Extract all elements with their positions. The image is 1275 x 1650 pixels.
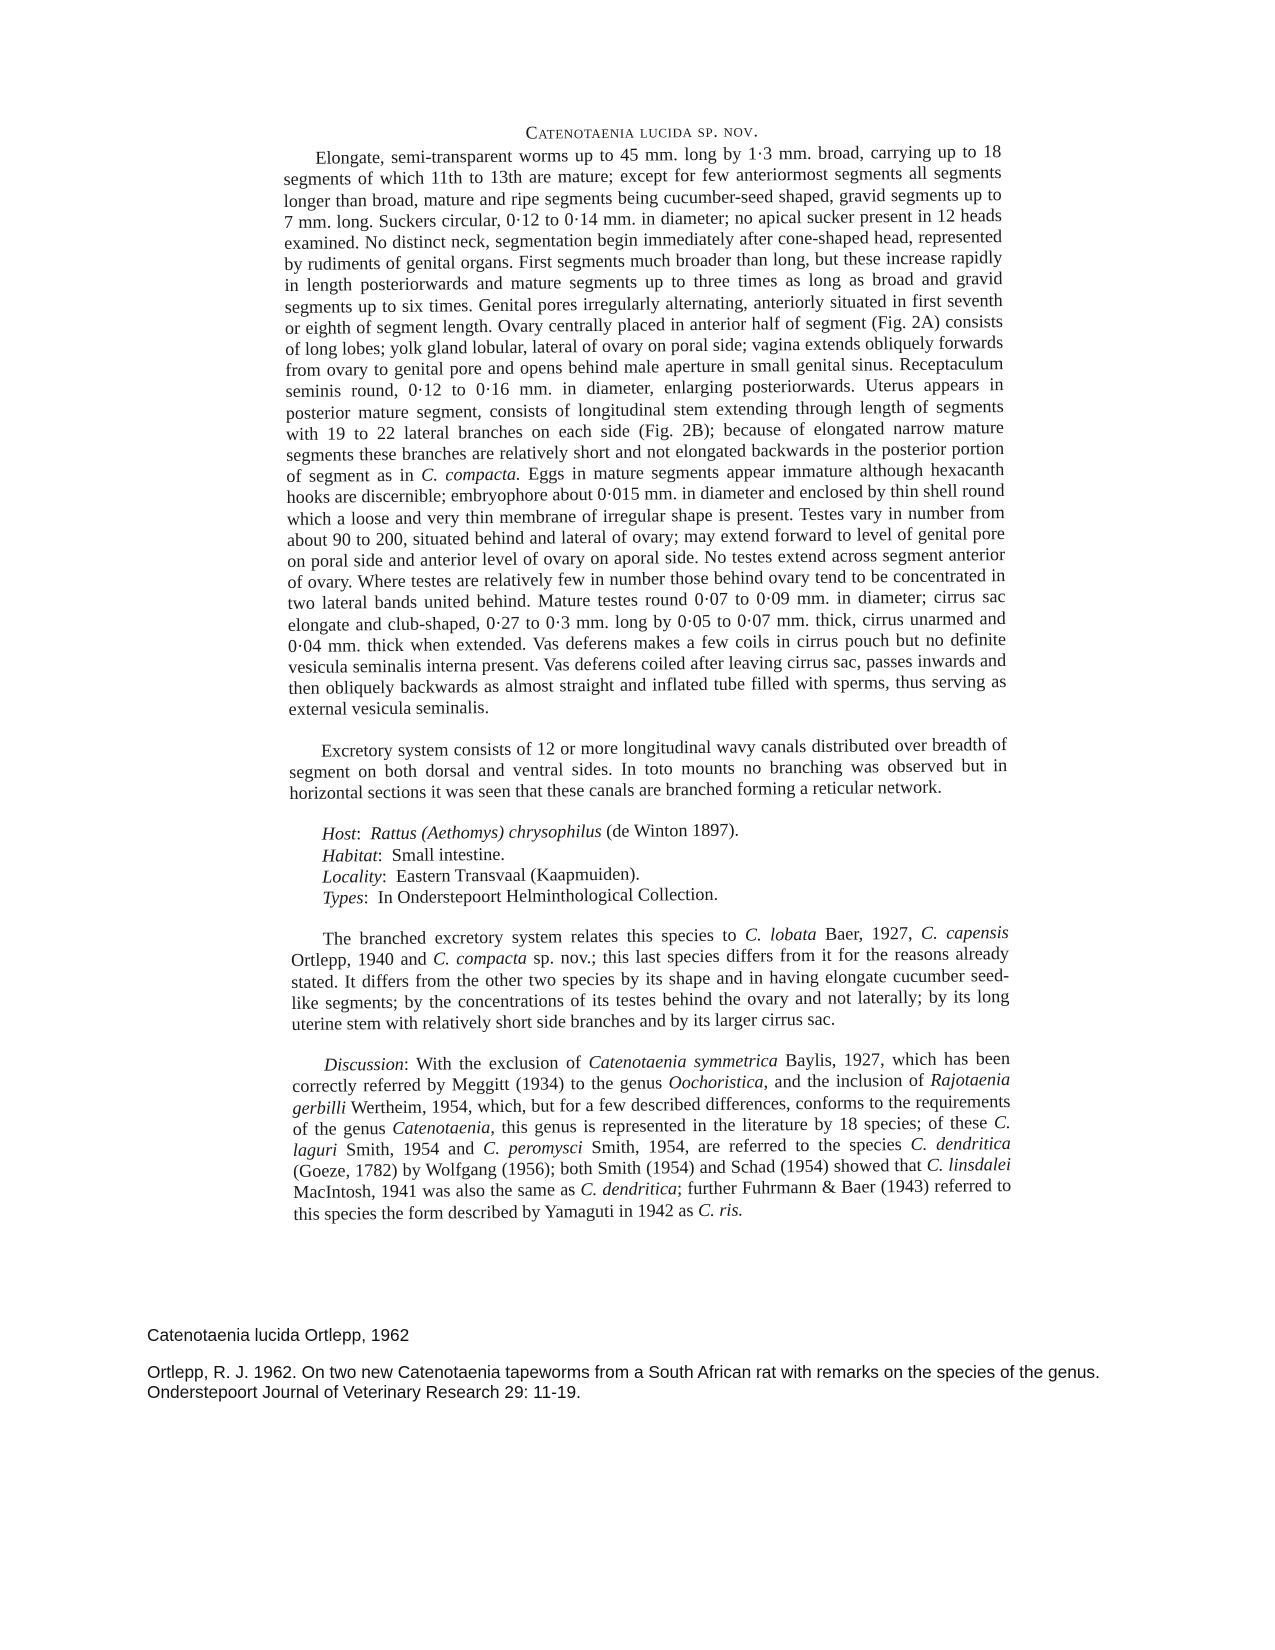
species-name: C. dendritica xyxy=(910,1132,1011,1154)
excretory-paragraph: Excretory system consists of 12 or more longitudinal wavy canals distributed over breadth of segment on both dorsal and ventral sides. In toto mounts no branching was observed but in horizontal sections it was seen that these canals are branched forming a reticular network. xyxy=(289,733,1008,804)
text-run: sp. nov.; this last species differs from it for the reasons already stated. It differs from the other two species by its shape and in having elongate cucumber seed-like segments; by the concentrations of its testes behind the ovary and not laterally; by its long uterine stem with relatively short side branches and by its larger cirrus sac. xyxy=(291,943,1010,1034)
section-title: Catenotaenia lucida sp. nov. xyxy=(525,120,759,143)
text-run: Ortlepp, 1940 and xyxy=(290,948,434,971)
species-name: C. dendritica xyxy=(580,1178,678,1200)
host-label: Host xyxy=(321,823,357,844)
types-value: In Onderstepoort Helminthological Collection. xyxy=(377,883,719,908)
types-line: Types: In Onderstepoort Helminthological Collection. xyxy=(322,883,719,908)
text-run: Smith, 1954, are referred to the species xyxy=(582,1133,911,1158)
species-name: Rajotaenia gerbilli xyxy=(292,1069,1011,1118)
description-text: Elongate, semi-transparent worms up to 45 mm. long by 1·3 mm. broad, carrying up to 18 segments of which 11th to 13th are mature; except for few anteriormost segments all segments longer than broad, mature and ripe segments being cucumber-seed shaped, gravid segments up to 7 mm. long. Suckers circular, 0·12 to 0·14 mm. in diameter; no apical sucker present in 12 heads examined. No distinct neck, segmentation begin immediately after cone-shaped head, represented by rudiments of genital organs. First segments much broader than long, but these increase rapidly in length posteriorwards and mature segments up to three times as long as broad and gravid segments up to six times. Genital pores irregularly alternating, anteriorly situated in first seventh or eighth of segment length. Ovary centrally placed in anterior half of segment (Fig. 2A) consists of long lobes; yolk gland lobular, lateral of ovary on poral side; vagina extends obliquely forwards from ovary to genital pore and opens behind male aperture in small genital sinus. Receptaculum seminis round, 0·12 to 0·16 mm. in diameter, enlarging posteriorwards. Uterus appears in posterior mature segment, consists of longitudinal stem extending through length of segments with 19 to 22 lateral branches on each side (Fig. 2B); because of elongated narrow mature segments these branches are relatively short and not elongated backwards in the posterior portion of segment as in xyxy=(283,141,1005,487)
locality-value: Eastern Transvaal (Kaapmuiden). xyxy=(395,863,641,886)
text-run: Wertheim, 1954, which, but for a few described differences, conforms to the requirements of the genus xyxy=(292,1090,1011,1139)
types-label: Types xyxy=(322,887,364,908)
host-subgenus: (Aethomys) xyxy=(421,822,505,844)
description-text-cont: Eggs in mature segments appear immature although hexacanth hooks are discernible; embryophore about 0·015 mm. in diameter and enclosed by thin shell round which a loose and very thin membrane of irregular shape is present. Testes vary in number from about 90 to 200, situated behind and lateral of ovary; may extend forward to level of genital pore on poral side and anterior level of ovary on aporal side. No testes extend across segment anterior of ovary. Where testes are relatively few in number those behind ovary tend to be concentrated in two lateral bands united behind. Mature testes round 0·07 to 0·09 mm. in diameter; cirrus sac elongate and club-shaped, 0·27 to 0·3 mm. long by 0·05 to 0·07 mm. thick, cirrus unarmed and 0·04 mm. thick when extended. Vas deferens makes a few coils in cirrus pouch but no definite vesicula seminalis interna present. Vas deferens coiled after leaving cirrus sac, passes inwards and then obliquely backwards as almost straight and inflated tube filled with sperms, thus serving as external vesicula seminalis. xyxy=(286,459,1007,720)
genus-name: Oochoristica xyxy=(668,1071,764,1093)
locality-label: Locality xyxy=(322,865,382,887)
comparison-paragraph xyxy=(291,922,1010,1035)
scanned-page xyxy=(283,118,1012,1225)
habitat-label: Habitat xyxy=(321,844,378,866)
host-line: Host: Rattus (Aethomys) chrysophilus (de Winton 1897). xyxy=(321,819,740,844)
text-run: , this genus is represented in the literature by 18 species; of these xyxy=(490,1111,995,1137)
species-name: Catenotaenia symmetrica xyxy=(588,1050,778,1073)
species-name: C. peromysci xyxy=(483,1137,583,1159)
text-run: , and the inclusion of xyxy=(763,1070,931,1092)
type-data-block xyxy=(290,817,1009,909)
species-name: C. lobata xyxy=(744,924,817,945)
description-paragraph xyxy=(283,141,1006,720)
host-genus: Rattus xyxy=(370,823,417,844)
discussion-label: Discussion xyxy=(323,1054,404,1075)
text-run: MacIntosh, 1941 was also the same as xyxy=(293,1179,581,1203)
species-name: C. laguri xyxy=(292,1111,1011,1160)
description-italic: C. compacta. xyxy=(421,463,521,485)
locality-line: Locality: Eastern Transvaal (Kaapmuiden). xyxy=(322,863,641,887)
species-name: C. capensis xyxy=(920,922,1009,944)
discussion-paragraph: Discussion: With the exclusion of Catenotaenia symmetrica Baylis, 1927, which has been correctly referred by Meggitt (1934) to the genus Oochoristica, and the inclusion of Rajotaenia gerbilli Wertheim, 1954, which, but for a few described differences, conforms to the requirements of the genus Catenotaenia, this genus is represented in the literature by 18 species; of these C. laguri Smith, 1954 and C. peromysci Smith, 1954, are referred to the species C. dendritica (Goeze, 1782) by Wolfgang (1956); both Smith (1954) and Schad (1954) showed that C. linsdalei MacIntosh, 1941 was also the same as C. dendritica; further Fuhrmann & Baer (1943) referred to this species the form described by Yamaguti in 1942 as C. ris. xyxy=(292,1048,1012,1224)
citation-reference: Ortlepp, R. J. 1962. On two new Catenotaenia tapeworms from a South African rat with remarks on the species of the genus. Onderstepoort Journal of Veterinary Research 29: 11-19. xyxy=(147,1362,1100,1402)
genus-name: Catenotaenia xyxy=(392,1116,491,1138)
text-run: (Goeze, 1782) by Wolfgang (1956); both Smith (1954) and Schad (1954) showed that xyxy=(292,1155,927,1182)
text-run: Baer, 1927, xyxy=(816,923,922,945)
host-authority: (de Winton 1897). xyxy=(606,819,740,842)
species-name: C. compacta xyxy=(433,948,528,969)
species-name: C. linsdalei xyxy=(926,1154,1012,1176)
figure-caption: Catenotaenia lucida Ortlepp, 1962 xyxy=(147,1325,410,1345)
text-run: Baylis, 1927, which has been correctly referred by Meggitt (1934) to the genus xyxy=(292,1048,1011,1097)
host-species: chrysophilus xyxy=(508,821,602,843)
species-name: C. ris. xyxy=(697,1199,744,1220)
text-run: With the exclusion of xyxy=(408,1052,589,1074)
text-run: The branched excretory system relates this species to xyxy=(322,924,746,949)
habitat-line: Habitat: Small intestine. xyxy=(321,843,506,866)
habitat-value: Small intestine. xyxy=(391,843,506,865)
text-run: ; further Fuhrmann & Baer (1943) referred to this species the form described by Yamaguti in 1942 as xyxy=(293,1175,1012,1224)
text-run: Smith, 1954 and xyxy=(337,1138,484,1160)
